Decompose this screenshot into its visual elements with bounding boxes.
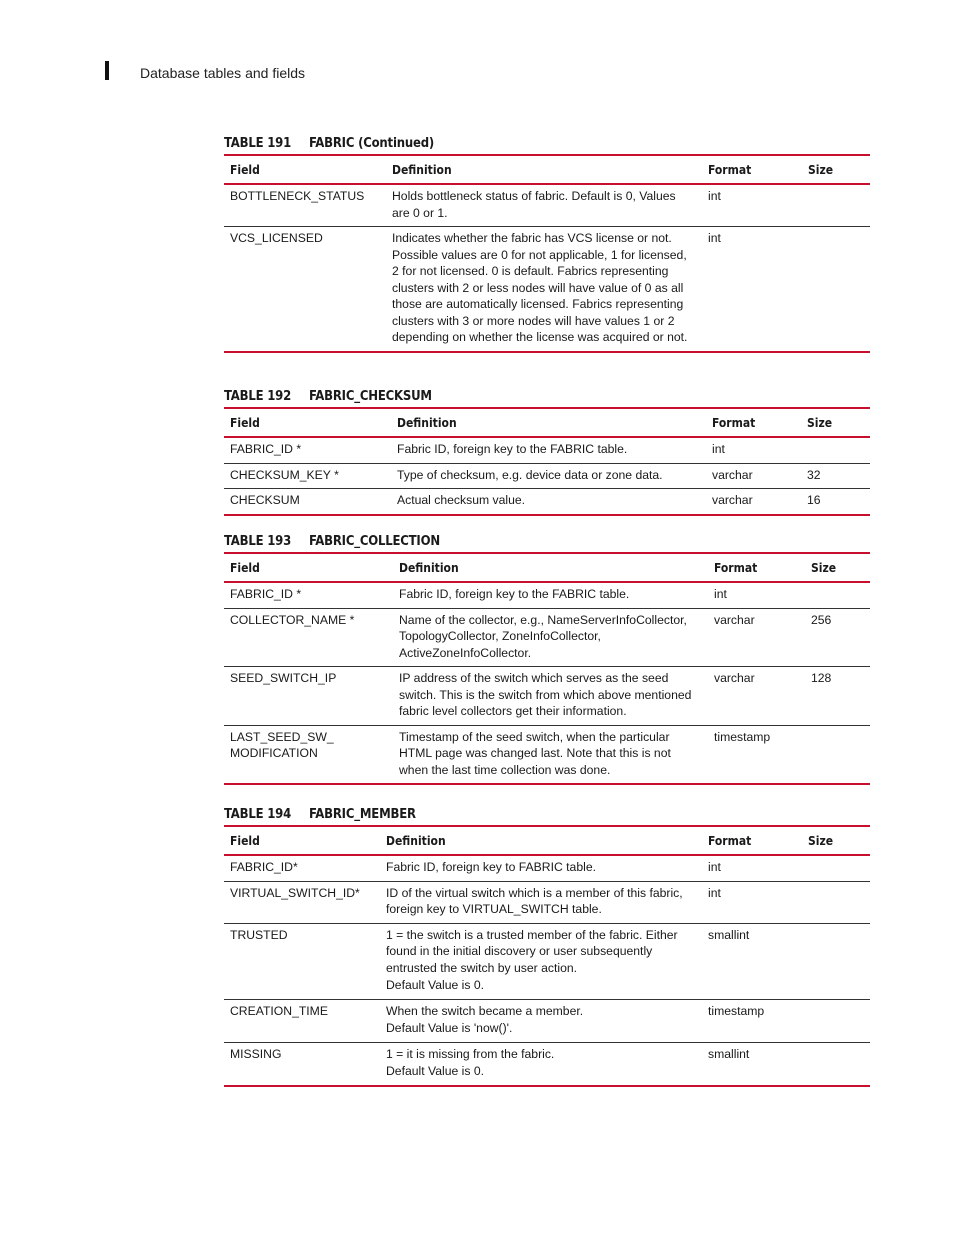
cell-field: MISSING bbox=[224, 1042, 380, 1086]
cell-size bbox=[802, 999, 870, 1042]
cell-field: FABRIC_ID* bbox=[224, 855, 380, 881]
column-header-field: Field bbox=[224, 408, 391, 437]
cell-field: FABRIC_ID * bbox=[224, 437, 391, 463]
column-header-size: Size bbox=[805, 553, 870, 582]
cell-field: CHECKSUM bbox=[224, 489, 391, 515]
cell-size bbox=[802, 881, 870, 923]
table-title: FABRIC (Continued) bbox=[309, 136, 435, 151]
definition-text: Fabric ID, foreign key to FABRIC table. bbox=[386, 860, 596, 874]
table-row bbox=[224, 437, 870, 463]
cell-size bbox=[802, 855, 870, 881]
cell-size: 256 bbox=[805, 608, 870, 667]
column-header-field: Field bbox=[224, 155, 386, 184]
table-row bbox=[224, 227, 870, 352]
table-row bbox=[224, 463, 870, 489]
cell-field: SEED_SWITCH_IP bbox=[224, 667, 393, 726]
cell-size bbox=[802, 227, 870, 352]
cell-field: CREATION_TIME bbox=[224, 999, 380, 1042]
table-row bbox=[224, 489, 870, 515]
cell-definition bbox=[393, 725, 708, 784]
cell-definition bbox=[380, 855, 702, 881]
column-header-definition: Definition bbox=[391, 408, 706, 437]
cell-format: timestamp bbox=[702, 999, 802, 1042]
header-row bbox=[224, 826, 870, 855]
table-194 bbox=[224, 805, 870, 1087]
change-bar bbox=[105, 61, 109, 80]
table-number: TABLE 192 bbox=[224, 389, 292, 404]
cell-size: 128 bbox=[805, 667, 870, 726]
definition-text: Default Value is 0. bbox=[386, 978, 485, 992]
table-number: TABLE 191 bbox=[224, 136, 292, 151]
table-row bbox=[224, 923, 870, 999]
table-191 bbox=[224, 134, 870, 353]
table-row bbox=[224, 582, 870, 608]
table-number: TABLE 194 bbox=[224, 807, 292, 822]
cell-field: CHECKSUM_KEY * bbox=[224, 463, 391, 489]
column-header-format: Format bbox=[706, 408, 801, 437]
definition-text: When the switch became a member. bbox=[386, 1003, 584, 1018]
cell-definition bbox=[386, 227, 702, 352]
column-header-definition: Definition bbox=[380, 826, 702, 855]
header-row bbox=[224, 553, 870, 582]
cell-size bbox=[802, 1042, 870, 1086]
cell-format: int bbox=[702, 855, 802, 881]
data-table bbox=[224, 407, 870, 516]
column-header-field: Field bbox=[224, 826, 380, 855]
table-192 bbox=[224, 387, 870, 516]
table-number: TABLE 193 bbox=[224, 534, 292, 549]
cell-format: smallint bbox=[702, 1042, 802, 1086]
cell-definition bbox=[393, 608, 708, 667]
table-row bbox=[224, 999, 870, 1042]
running-header: Database tables and fields bbox=[140, 65, 305, 81]
cell-definition bbox=[391, 489, 706, 515]
cell-format: varchar bbox=[708, 608, 805, 667]
cell-field: FABRIC_ID * bbox=[224, 582, 393, 608]
cell-size bbox=[801, 437, 870, 463]
definition-text: Indicates whether the fabric has VCS license or not. Possible values are 0 for not applicable, 1 for licensed, 2 for not licensed. 0 is default. Fabrics representing clusters with 2 or less nodes will have value of 0 as all those are automatically licensed. Fabrics representing clusters with 3 or more nodes will have values 1 or 2 depending on whether the license was acquired or not. bbox=[392, 231, 688, 344]
cell-size bbox=[802, 923, 870, 999]
header-row bbox=[224, 155, 870, 184]
cell-definition bbox=[380, 881, 702, 923]
cell-field: LAST_SEED_SW_ MODIFICATION bbox=[224, 725, 393, 784]
table-caption bbox=[224, 805, 870, 825]
cell-definition bbox=[391, 437, 706, 463]
definition-text: 1 = it is missing from the fabric. bbox=[386, 1046, 555, 1061]
definition-text: 1 = the switch is a trusted member of the fabric. Either found in the initial discovery or user subsequently entrusted the switch by user action. bbox=[386, 927, 678, 975]
table-row bbox=[224, 725, 870, 784]
table-title: FABRIC_MEMBER bbox=[309, 807, 416, 822]
header-row bbox=[224, 408, 870, 437]
cell-definition bbox=[393, 582, 708, 608]
data-table bbox=[224, 825, 870, 1087]
cell-definition bbox=[386, 184, 702, 227]
cell-format: varchar bbox=[706, 463, 801, 489]
table-row bbox=[224, 667, 870, 726]
cell-format: timestamp bbox=[708, 725, 805, 784]
cell-size bbox=[805, 582, 870, 608]
table-caption bbox=[224, 532, 870, 552]
table-row bbox=[224, 881, 870, 923]
table-row bbox=[224, 855, 870, 881]
definition-text: Timestamp of the seed switch, when the particular HTML page was changed last. Note that this is not when the last time collection was done. bbox=[399, 729, 671, 777]
cell-format: varchar bbox=[706, 489, 801, 515]
cell-format: int bbox=[702, 184, 802, 227]
table-row bbox=[224, 1042, 870, 1086]
cell-field: COLLECTOR_NAME * bbox=[224, 608, 393, 667]
column-header-definition: Definition bbox=[393, 553, 708, 582]
definition-text: Type of checksum, e.g. device data or zone data. bbox=[397, 467, 663, 482]
table-title: FABRIC_COLLECTION bbox=[309, 534, 440, 549]
cell-definition bbox=[391, 463, 706, 489]
definition-text: Actual checksum value. bbox=[397, 493, 526, 507]
cell-field: VCS_LICENSED bbox=[224, 227, 386, 352]
table-title: FABRIC_CHECKSUM bbox=[309, 389, 432, 404]
data-table bbox=[224, 154, 870, 353]
table-row bbox=[224, 608, 870, 667]
column-header-size: Size bbox=[802, 826, 870, 855]
cell-field: BOTTLENECK_STATUS bbox=[224, 184, 386, 227]
table-caption bbox=[224, 387, 870, 407]
definition-text: Default Value is 0. bbox=[386, 1064, 485, 1078]
cell-definition bbox=[380, 999, 702, 1042]
definition-text: ID of the virtual switch which is a member of this fabric, foreign key to VIRTUAL_SWITCH table. bbox=[386, 885, 683, 916]
cell-format: int bbox=[706, 437, 801, 463]
definition-text: Holds bottleneck status of fabric. Default is 0, Values are 0 or 1. bbox=[392, 189, 676, 220]
cell-size: 32 bbox=[801, 463, 870, 489]
column-header-definition: Definition bbox=[386, 155, 702, 184]
cell-definition bbox=[393, 667, 708, 726]
column-header-format: Format bbox=[702, 826, 802, 855]
cell-field: TRUSTED bbox=[224, 923, 380, 999]
column-header-size: Size bbox=[802, 155, 870, 184]
definition-text: Fabric ID, foreign key to the FABRIC table. bbox=[397, 442, 628, 456]
cell-field: VIRTUAL_SWITCH_ID* bbox=[224, 881, 380, 923]
table-row bbox=[224, 184, 870, 227]
definition-text: IP address of the switch which serves as the seed switch. This is the switch from which above mentioned fabric level collectors get their information. bbox=[399, 671, 692, 718]
table-caption bbox=[224, 134, 870, 154]
cell-format: int bbox=[702, 227, 802, 352]
definition-text: Fabric ID, foreign key to the FABRIC table. bbox=[399, 587, 630, 601]
cell-definition bbox=[380, 1042, 702, 1086]
cell-format: int bbox=[708, 582, 805, 608]
cell-size bbox=[802, 184, 870, 227]
definition-text: Default Value is 'now()'. bbox=[386, 1021, 513, 1035]
column-header-size: Size bbox=[801, 408, 870, 437]
cell-format: varchar bbox=[708, 667, 805, 726]
column-header-format: Format bbox=[708, 553, 805, 582]
table-193 bbox=[224, 532, 870, 785]
cell-definition bbox=[380, 923, 702, 999]
column-header-format: Format bbox=[702, 155, 802, 184]
cell-format: smallint bbox=[702, 923, 802, 999]
data-table bbox=[224, 552, 870, 785]
column-header-field: Field bbox=[224, 553, 393, 582]
cell-format: int bbox=[702, 881, 802, 923]
cell-size: 16 bbox=[801, 489, 870, 515]
definition-text: Name of the collector, e.g., NameServerInfoCollector, TopologyCollector, ZoneInfoCollector, ActiveZoneInfoCollector. bbox=[399, 612, 687, 660]
cell-size bbox=[805, 725, 870, 784]
